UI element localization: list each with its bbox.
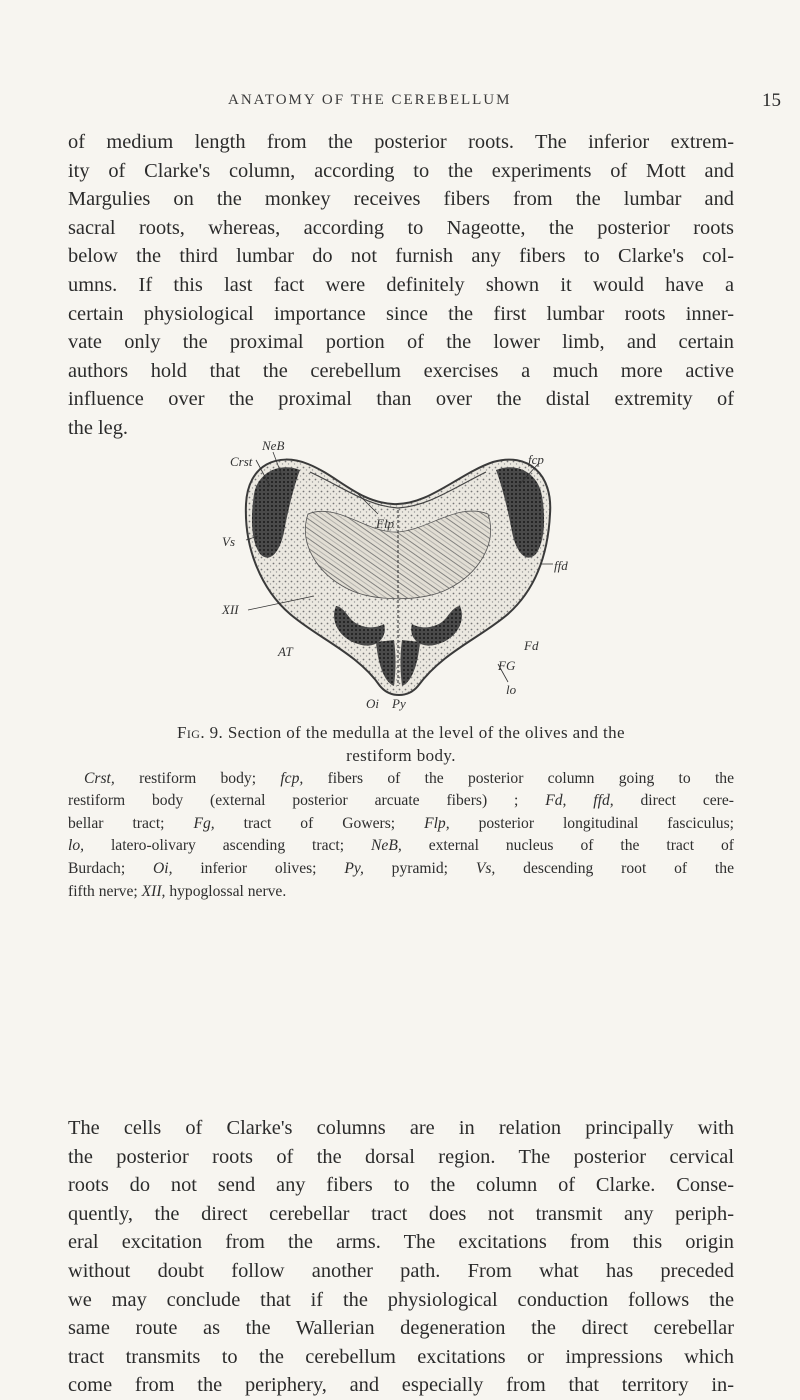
legend-text: latero-olivary ascending tract; [84,837,372,855]
legend-text: fifth nerve; [68,882,142,900]
text-line: come from the periphery, and especially from that territory in- [68,1374,734,1397]
running-head: ANATOMY OF THE CEREBELLUM [228,92,512,108]
legend-term: Py, [344,859,364,877]
legend-line [68,768,734,791]
label-vs: Vs [222,534,235,549]
legend-text: fibers of the posterior column going to the [303,769,735,787]
legend-text: posterior longitudinal fasciculus; [449,814,734,832]
label-oi: Oi [366,696,379,711]
text-line: quently, the direct cerebellar tract does not transmit any periph- [68,1202,734,1225]
label-flp: Flp [376,516,395,531]
caption-title-line-1 [68,722,734,745]
legend-term: Vs, [475,859,496,877]
medulla-section-drawing [218,424,578,714]
legend-term: XII, [141,882,166,900]
body-paragraph-1 [68,128,734,443]
caption-title-line-2: restiform body. [346,745,456,765]
legend-line [68,835,734,858]
text-line: roots do not send any fibers to the column of Clarke. Conse- [68,1174,734,1197]
legend-term: Flp, [424,814,450,832]
text-line: of medium length from the posterior roots. The inferior extrem- [68,131,734,153]
legend-line [68,790,734,813]
legend-text: restiform body (external posterior arcuate fibers) ; [68,792,546,810]
legend-line [68,813,734,836]
text-line: without doubt follow another path. From what has preceded [68,1259,734,1282]
legend-term: Fg, [193,814,215,832]
legend-text: external nucleus of the tract of [401,837,734,855]
legend-text: restiform body; [114,769,281,787]
caption-title-text: Section of the medulla at the level of the olives and the [227,723,625,742]
text-line: Margulies on the monkey receives fibers from the lumbar and [68,188,734,211]
text-line: the leg. [68,416,129,439]
label-crst: Crst [230,454,253,469]
label-fd: Fd [524,638,539,653]
label-at: AT [278,644,293,659]
legend-term: lo, [68,837,85,855]
legend-line [68,881,734,904]
legend-line [68,858,734,881]
label-neb: NeB [262,438,285,453]
text-line: certain physiological importance since the first lumbar roots inner- [68,302,734,325]
label-fcp: fcp [528,452,544,467]
figure-legend [68,768,734,904]
text-line: sacral roots, whereas, according to Nageotte, the posterior roots [68,216,734,239]
legend-term: Fd, ffd, [545,792,614,810]
label-py: Py [392,696,406,711]
legend-text: Burdach; [68,859,153,877]
text-line: vate only the proximal portion of the lower limb, and certain [68,331,734,354]
legend-term: Oi, [153,859,173,877]
medulla-section-figure [218,424,578,714]
body-paragraph-2 [68,1114,734,1400]
legend-text: hypoglossal nerve. [165,882,287,900]
label-lo: lo [506,682,517,697]
legend-term: fcp, [280,769,304,787]
page-number: 15 [762,90,781,111]
legend-text: tract of Gowers; [214,814,425,832]
label-ffd: ffd [554,558,568,573]
figure-caption [68,722,734,903]
legend-term: Crst, [84,769,115,787]
text-line: eral excitation from the arms. The excitations from this origin [68,1231,734,1254]
text-line: the posterior roots of the dorsal region. The posterior cervical [68,1145,734,1168]
figure-number: Fig. 9. [177,723,224,742]
label-fg: FG [498,658,516,673]
label-xii: XII [222,602,239,617]
legend-text: inferior olives; [172,859,345,877]
text-line: we may conclude that if the physiological conduction follows the [68,1288,734,1311]
text-line: umns. If this last fact were definitely shown it would have a [68,273,734,296]
legend-text: descending root of the [495,859,734,877]
legend-text: direct cere- [613,792,734,810]
text-line: The cells of Clarke's columns are in relation principally with [68,1117,734,1139]
text-line: below the third lumbar do not furnish any fibers to Clarke's col- [68,245,734,268]
legend-text: pyramid; [363,859,476,877]
page-header [0,92,800,122]
text-line: ity of Clarke's column, according to the experiments of Mott and [68,159,734,182]
legend-text: bellar tract; [68,814,194,832]
legend-term: NeB, [371,837,402,855]
text-line: tract transmits to the cerebellum excitations or impressions which [68,1345,734,1368]
text-line: same route as the Wallerian degeneration the direct cerebellar [68,1317,734,1340]
text-line: influence over the proximal than over the distal extremity of [68,388,734,411]
text-line: authors hold that the cerebellum exercises a much more active [68,359,734,382]
